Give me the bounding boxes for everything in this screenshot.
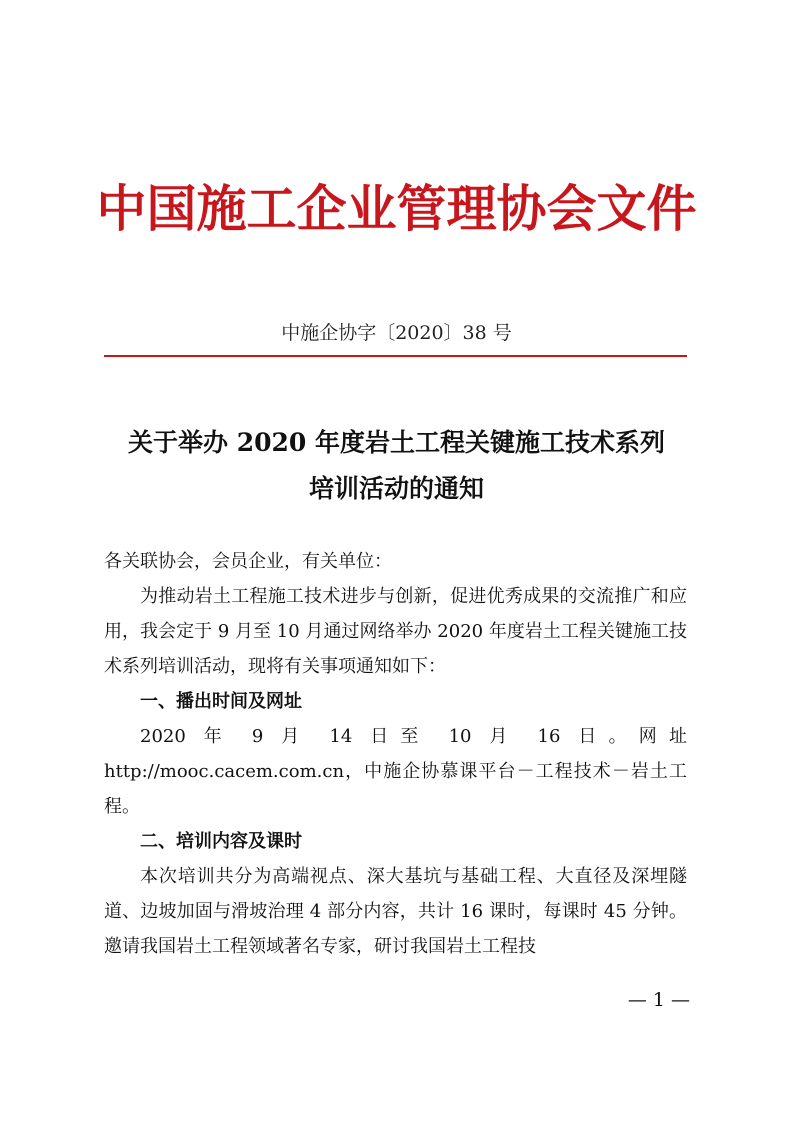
salutation: 各关联协会，会员企业，有关单位： xyxy=(104,551,392,572)
notice-body xyxy=(104,544,687,964)
page-number: — 1 — xyxy=(627,989,690,1011)
intro-paragraph: 为推动岩土工程施工技术进步与创新，促进优秀成果的交流推广和应用，我会定于 9 月至 10 月通过网络举办 2020 年度岩土工程关键施工技术系列培训活动，现将有关事项通知如下： xyxy=(104,586,687,677)
section-2-paragraph: 本次培训共分为高端视点、深大基坑与基础工程、大直径及深埋隧道、边坡加固与滑坡治理 4 部分内容，共计 16 课时，每课时 45 分钟。邀请我国岩土工程领域著名专家，研讨我国岩土工程技 xyxy=(104,866,687,957)
notice-title xyxy=(100,420,693,512)
section-1-heading: 一、播出时间及网址 xyxy=(140,691,302,712)
section-2-heading: 二、培训内容及课时 xyxy=(140,831,302,852)
document-number: 中施企协字〔2020〕38 号 xyxy=(281,322,512,344)
notice-title-line-1: 关于举办 2020 年度岩土工程关键施工技术系列 xyxy=(128,428,665,457)
document-header-title: 中国施工企业管理协会文件 xyxy=(96,179,697,238)
section-1-paragraph: 2020 年 9 月 14 日至 10 月 16 日。网址 http://mooc.cacem.com.cn，中施企协慕课平台－工程技术－岩土工程。 xyxy=(104,726,687,817)
notice-title-line-2: 培训活动的通知 xyxy=(308,474,484,503)
header-divider xyxy=(104,355,687,357)
